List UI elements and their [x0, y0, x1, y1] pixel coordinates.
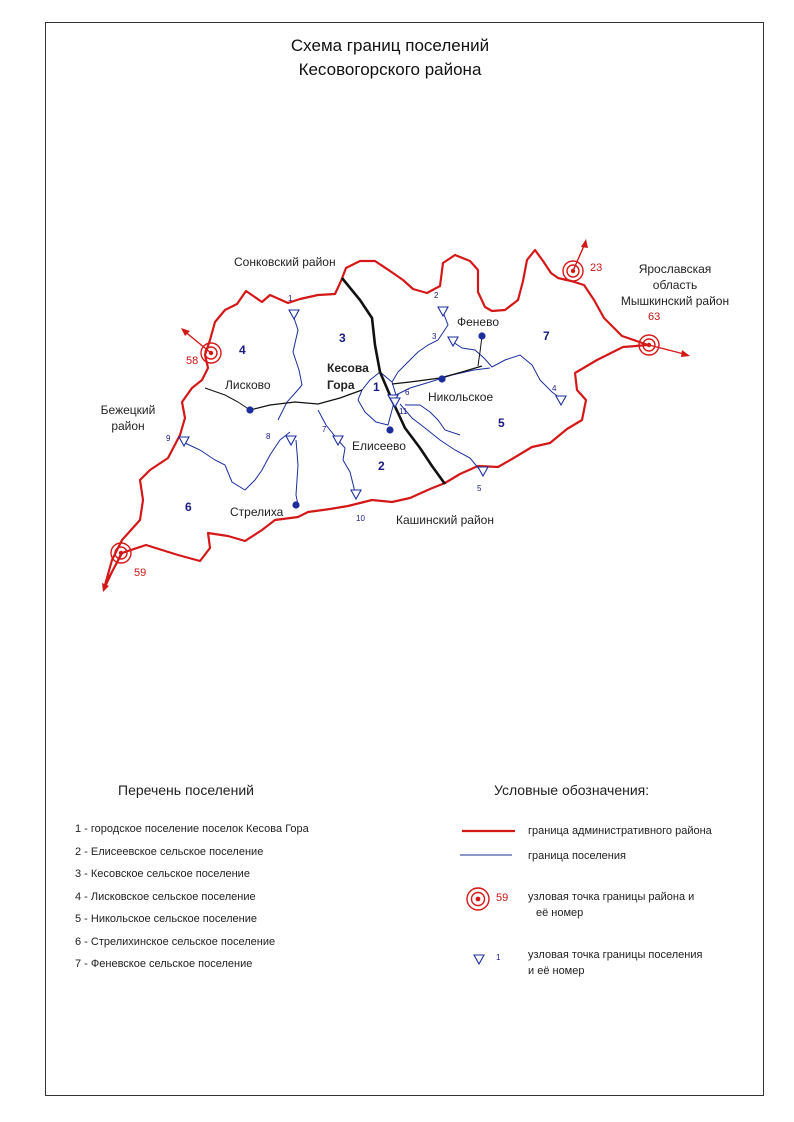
node-number-3: 3	[432, 332, 437, 341]
district-node-number-59: 59	[134, 567, 147, 579]
settlement-number-1: 1	[373, 380, 380, 394]
settlement-boundaries	[185, 312, 560, 505]
node-number-8: 8	[266, 432, 271, 441]
town-liskovo-dot	[246, 406, 253, 413]
settlement-nodes	[179, 307, 566, 499]
road-east	[392, 366, 482, 384]
settlement-number-5: 5	[498, 416, 505, 430]
node-2-triangle	[438, 307, 448, 316]
legend-district-node-line2: её номер	[536, 907, 584, 919]
node-5-triangle	[478, 467, 488, 476]
settlement-boundary-2-west	[318, 410, 355, 492]
district-node-number-58: 58	[186, 355, 199, 367]
legend-settlement-node-symbol	[474, 955, 484, 964]
settlement-number-7: 7	[543, 329, 550, 343]
node-number-5: 5	[477, 484, 482, 493]
town-fenevo-dot	[478, 332, 485, 339]
town-eliseevo: Елисеево	[352, 439, 406, 453]
district-node-23	[563, 239, 588, 281]
legend-district-node-symbol	[467, 888, 489, 910]
list-item-3: 3 - Кесовское сельское поселение	[75, 868, 250, 880]
settlement-number-2: 2	[378, 459, 385, 473]
settlement-boundary-6-2	[296, 440, 298, 505]
neighbor-east-line3: Мышкинский район	[620, 294, 730, 308]
town-nikolskoe: Никольское	[428, 390, 494, 404]
district-node-number-63: 63	[648, 311, 661, 323]
legend-heading: Условные обозначения:	[494, 782, 650, 798]
town-fenevo: Фенево	[457, 315, 500, 329]
railway	[342, 278, 445, 484]
neighbor-north: Сонковский район	[234, 255, 336, 269]
town-center-line2: Гора	[327, 378, 355, 392]
town-center-line1: Кесова	[327, 361, 369, 375]
legend-district-node-sample: 59	[496, 892, 509, 904]
node-11-triangle	[390, 398, 400, 407]
map-title-line2: Кесовогорского района	[298, 60, 482, 79]
legend-settlement-node-sample: 1	[496, 953, 501, 962]
neighbor-west-line1: Бежецкий	[100, 403, 156, 417]
node-number-7: 7	[322, 425, 327, 434]
node-number-9: 9	[166, 434, 171, 443]
node-number-2: 2	[434, 291, 439, 300]
list-item-2: 2 - Елисеевское сельское поселение	[75, 846, 264, 858]
town-nikolskoe-dot	[438, 375, 445, 382]
town-streliha: Стрелиха	[230, 505, 284, 519]
settlement-number-6: 6	[185, 500, 192, 514]
node-number-1: 1	[288, 294, 293, 303]
list-item-5: 5 - Никольское сельское поселение	[75, 913, 257, 925]
legend-settlement-node-line2: и её номер	[528, 965, 585, 977]
node-number-4: 4	[552, 384, 557, 393]
road-west	[250, 390, 362, 410]
district-boundary	[105, 250, 648, 585]
node-number-6: 6	[405, 388, 410, 397]
map-title-line1: Схема границ поселений	[290, 36, 490, 55]
node-number-10: 10	[356, 514, 365, 523]
town-liskovo: Лисково	[225, 378, 271, 392]
legend-district-border: граница административного района	[528, 825, 712, 837]
road-fenevo	[478, 336, 482, 366]
town-eliseevo-dot	[386, 426, 393, 433]
node-10-triangle	[351, 490, 361, 499]
district-nodes	[102, 239, 690, 592]
settlement-boundary-3-7	[392, 312, 448, 382]
legend-settlement-border: граница поселения	[528, 850, 626, 862]
list-item-4: 4 - Лисковское сельское поселение	[75, 891, 256, 903]
neighbor-south: Кашинский район	[396, 513, 494, 527]
town-streliha-dot	[292, 501, 299, 508]
settlement-number-4: 4	[239, 343, 246, 357]
node-8-triangle	[286, 436, 296, 445]
neighbor-west-line2: район	[111, 419, 145, 433]
settlement-number-3: 3	[339, 331, 346, 345]
settlement-boundary-river	[405, 405, 460, 435]
node-1-triangle	[289, 310, 299, 319]
legend-district-node-line1: узловая точка границы района и	[528, 891, 695, 903]
towns	[246, 332, 485, 508]
neighbor-east-line2: область	[652, 278, 698, 292]
list-heading: Перечень поселений	[118, 782, 254, 798]
node-4-triangle	[556, 396, 566, 405]
list-item-7: 7 - Феневское сельское поселение	[75, 958, 253, 970]
list-item-1: 1 - городское поселение поселок Кесова Гора	[75, 823, 309, 835]
node-number-11: 11	[399, 407, 408, 416]
legend-settlement-node-line1: узловая точка границы поселения	[528, 949, 703, 961]
neighbor-east-line1: Ярославская	[638, 262, 712, 276]
district-node-number-23: 23	[590, 262, 603, 274]
settlement-boundary-4-6	[185, 432, 290, 490]
list-item-6: 6 - Стрелихинское сельское поселение	[75, 936, 276, 948]
